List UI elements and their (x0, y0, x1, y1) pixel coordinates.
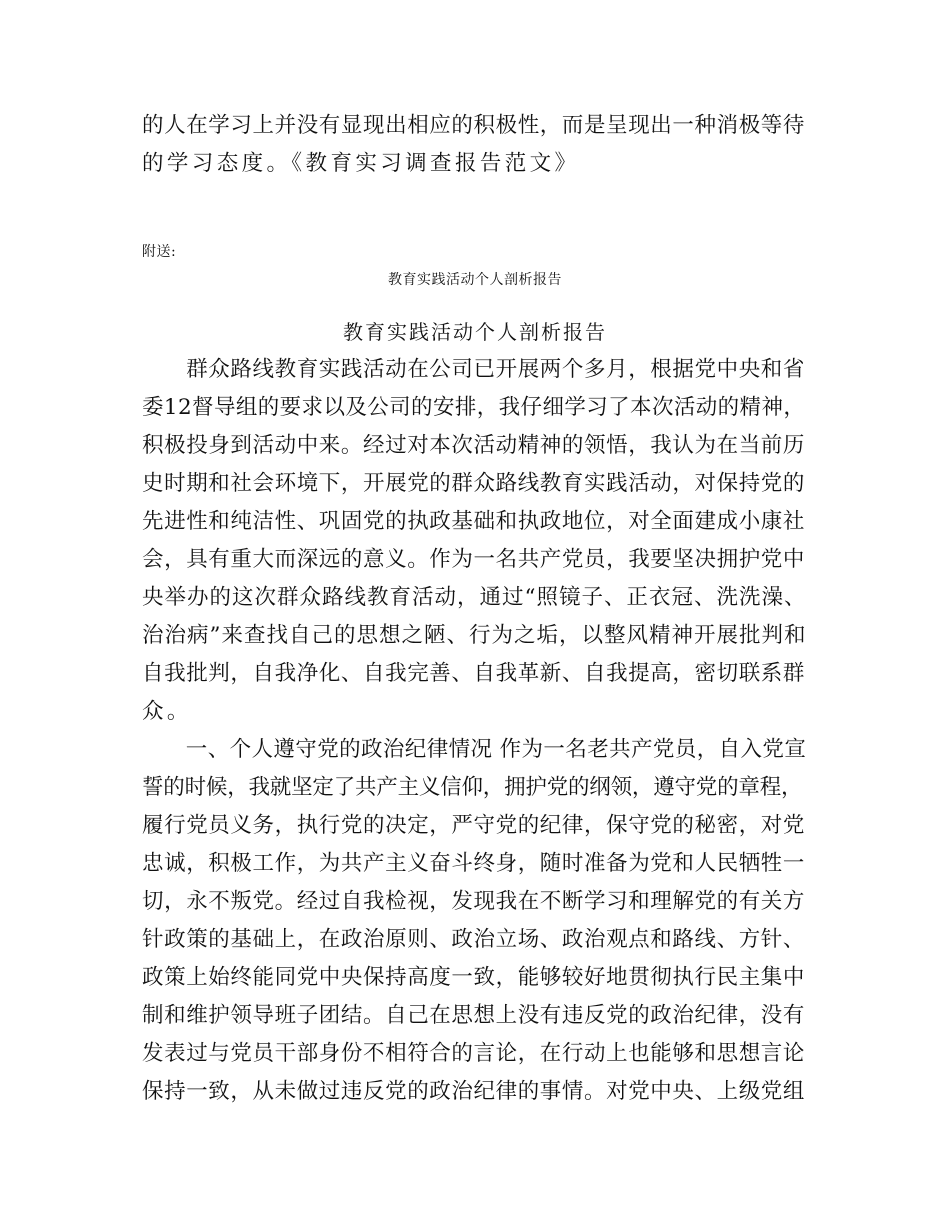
document-title: 教育实践活动个人剖析报告 (343, 320, 607, 344)
text-line: 的人在学习上并没有显现出相应的积极性，而是呈现出一种消极等待 (142, 113, 806, 138)
text-line: 切，永不叛党。经过自我检视，发现我在不断学习和理解党的有关方 (142, 889, 806, 914)
text-line: 誓的时候，我就坚定了共产主义信仰，拥护党的纲领，遵守党的章程， (142, 775, 803, 800)
text-line: 治治病”来查找自己的思想之陋、行为之垢，以整风精神开展批判和 (142, 623, 807, 648)
text-line: 制和维护领导班子团结。自己在思想上没有违反党的政治纪律，没有 (142, 1003, 806, 1028)
text-line: 忠诚，积极工作，为共产主义奋斗终身，随时准备为党和人民牺牲一 (142, 851, 806, 876)
text-line: 履行党员义务，执行党的决定，严守党的纪律，保守党的秘密，对党 (142, 813, 806, 838)
text-line: 发表过与党员干部身份不相符合的言论，在行动上也能够和思想言论 (142, 1041, 806, 1066)
text-line: 先进性和纯洁性、巩固党的执政基础和执政地位，对全面建成小康社 (142, 509, 806, 534)
appendix-label: 附送: (142, 244, 177, 260)
text-line: 自我批判，自我净化、自我完善、自我革新、自我提高，密切联系群 (142, 661, 806, 686)
appendix-small-title: 教育实践活动个人剖析报告 (388, 272, 562, 288)
text-line: 群众路线教育实践活动在公司已开展两个多月，根据党中央和省 (142, 357, 806, 382)
text-line: 央举办的这次群众路线教育活动，通过“照镜子、正衣冠、洗洗澡、 (142, 585, 807, 610)
text-line: 的学习态度。《教育实习调查报告范文》 (142, 151, 580, 176)
text-line: 委12督导组的要求以及公司的安排，我仔细学习了本次活动的精神， (142, 395, 806, 420)
text-line: 政策上始终能同党中央保持高度一致，能够较好地贯彻执行民主集中 (142, 965, 806, 990)
text-line: 积极投身到活动中来。经过对本次活动精神的领悟，我认为在当前历 (142, 433, 806, 458)
text-line: 保持一致，从未做过违反党的政治纪律的事情。对党中央、上级党组 (142, 1079, 806, 1104)
text-line: 会，具有重大而深远的意义。作为一名共产党员，我要坚决拥护党中 (142, 547, 806, 572)
text-line: 众。 (142, 699, 192, 724)
text-line: 针政策的基础上，在政治原则、政治立场、政治观点和路线、方针、 (142, 927, 806, 952)
text-line: 一、个人遵守党的政治纪律情况 作为一名老共产党员，自入党宣 (142, 737, 807, 762)
text-line: 史时期和社会环境下，开展党的群众路线教育实践活动，对保持党的 (142, 471, 806, 496)
